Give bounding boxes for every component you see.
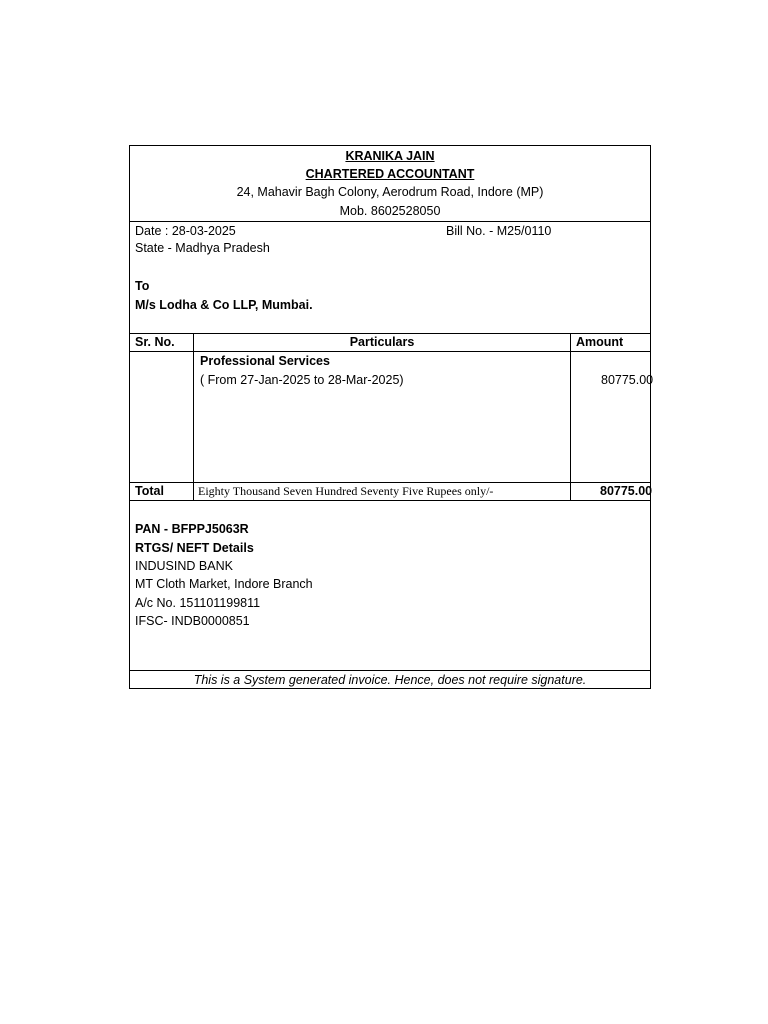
- state: State - Madhya Pradesh: [135, 241, 270, 255]
- ca-title: CHARTERED ACCOUNTANT: [305, 167, 475, 181]
- ca-address: 24, Mahavir Bagh Colony, Aerodrum Road, Indore (MP): [236, 185, 544, 199]
- total-label: Total: [135, 484, 164, 498]
- col-header-amount: Amount: [576, 335, 624, 349]
- client-name: M/s Lodha & Co LLP, Mumbai.: [135, 298, 313, 312]
- total-amount: 80775.00: [600, 484, 653, 498]
- invoice: [129, 145, 654, 689]
- table-header-bottom-border: [130, 351, 650, 352]
- item-amount: 80775.00: [601, 373, 654, 387]
- bill-number: Bill No. - M25/0110: [446, 224, 552, 238]
- ifsc-code: IFSC- INDB0000851: [135, 614, 250, 628]
- to-label: To: [135, 279, 150, 293]
- col-divider-2: [570, 333, 571, 501]
- header-divider: [130, 221, 650, 222]
- footer-note: This is a System generated invoice. Hence, does not require signature.: [193, 673, 587, 687]
- col-header-sr: Sr. No.: [135, 335, 175, 349]
- ca-name: KRANIKA JAIN: [345, 149, 435, 163]
- bank-name: INDUSIND BANK: [135, 559, 233, 573]
- bank-branch: MT Cloth Market, Indore Branch: [135, 577, 313, 591]
- account-number: A/c No. 151101199811: [135, 596, 261, 610]
- item-title: Professional Services: [200, 354, 330, 368]
- total-row-bottom-border: [130, 500, 650, 501]
- invoice-date: Date : 28-03-2025: [135, 224, 236, 238]
- total-in-words: Eighty Thousand Seven Hundred Seventy Five Rupees only/-: [198, 484, 494, 498]
- col-header-particulars: Particulars: [349, 335, 415, 349]
- footer-divider: [130, 670, 650, 671]
- rtgs-heading: RTGS/ NEFT Details: [135, 541, 254, 555]
- ca-mobile: Mob. 8602528050: [339, 204, 441, 218]
- item-period: ( From 27-Jan-2025 to 28-Mar-2025): [200, 373, 404, 387]
- col-divider-1: [193, 333, 194, 501]
- pan-number: PAN - BFPPJ5063R: [135, 522, 249, 536]
